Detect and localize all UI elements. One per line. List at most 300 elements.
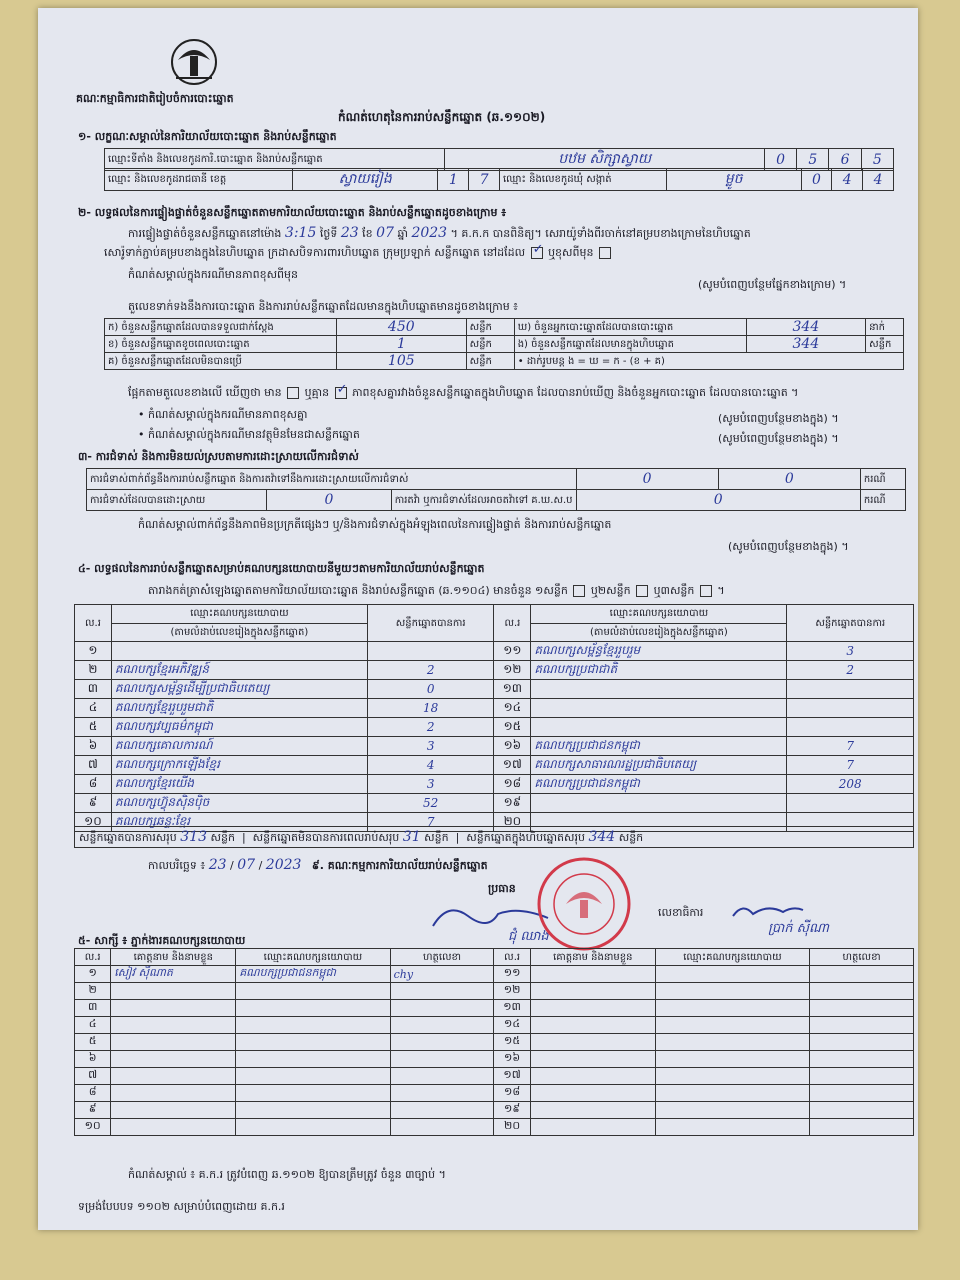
note2: • កំណត់សម្គាល់ក្នុងករណីមានភាពខុសគ្នា — [138, 408, 308, 421]
party-votes-cell — [367, 756, 494, 775]
witness-party-cell — [236, 1017, 390, 1034]
party-votes: 4 — [426, 758, 435, 772]
witness-no: ៦ — [88, 1051, 97, 1064]
witness-name-cell — [530, 1051, 655, 1068]
objection-table — [86, 468, 906, 511]
witness-name-cell — [111, 1119, 236, 1136]
witness-sign-cell — [810, 1034, 914, 1051]
day-label: ថ្ងៃទី — [319, 227, 338, 240]
witness-sign-cell — [810, 1085, 914, 1102]
party-name: គណបក្សវប្បធម៌កម្ពុជា — [114, 719, 213, 733]
party-name-cell — [531, 699, 787, 718]
witness-party-cell — [236, 1000, 390, 1017]
results-table — [74, 604, 914, 832]
witness-name-cell — [530, 1119, 655, 1136]
party-votes-cell — [367, 661, 494, 680]
party-name: គណបក្សខ្មែររួបរួមជាតិ — [114, 700, 214, 714]
party-no: ១១ — [503, 643, 522, 657]
party-votes-cell — [787, 718, 914, 737]
witness-sign-cell — [390, 1119, 494, 1136]
table-row — [75, 794, 914, 813]
fill-hint: (សូមបំពេញបន្ថែមផ្នែកខាងក្រោម) ។ — [698, 278, 847, 291]
party-no-cell — [75, 661, 112, 680]
witness-sign-cell — [390, 1017, 494, 1034]
witness-no-cell — [494, 1085, 530, 1102]
d-label: ឃ) ចំនួនអ្នកបោះឆ្នោតដែលបានបោះឆ្នោត — [514, 319, 746, 336]
witness-no: ៣ — [87, 1000, 98, 1013]
party-no: ៣ — [87, 681, 99, 695]
witness-party-cell — [655, 966, 809, 983]
party-name-cell — [111, 737, 367, 756]
witness-name-cell — [111, 1034, 236, 1051]
d-unit: នាក់ — [866, 319, 904, 336]
figures-intro: តួលេខទាក់ទងនឹងការបោះឆ្នោត និងការរាប់សន្លឹកឆ្នោតដែលមានក្នុងហិបឆ្នោតមានដូចខាងក្រោម ៖ — [128, 300, 519, 313]
section4-intro: តារាងកត់ត្រាសំឡេងឆ្នោតតាមការិយាល័យបោះឆ្នោត និងរាប់សន្លឹកឆ្នោត (ឆ.១១០៤) មានចំនួន ១សន្លឹក — [148, 584, 568, 597]
party-name: គណបក្សសាធារណរដ្ឋប្រជាធិបតេយ្យ — [534, 757, 697, 771]
witness-name-cell — [530, 1017, 655, 1034]
witness-sign: chy — [393, 967, 414, 981]
col-party-right: ឈ្មោះគណបក្សនយោបាយ — [531, 605, 787, 624]
month-value: 07 — [376, 225, 394, 241]
witness-sign-cell — [390, 966, 494, 983]
table-row — [75, 983, 914, 1000]
party-no-cell — [75, 775, 112, 794]
table-row — [75, 1017, 914, 1034]
section4-intro-line: តារាងកត់ត្រាសំឡេងឆ្នោតតាមការិយាល័យបោះឆ្នោត និងរាប់សន្លឹកឆ្នោត (ឆ.១១០៤) មានចំនួន ១សន្លឹក ឬ២សន្លឹក ឬ៣សន្លឹក ។ — [148, 584, 725, 597]
party-name-cell — [111, 718, 367, 737]
party-votes-cell — [787, 699, 914, 718]
footer-form-info: ទម្រង់បែបបទ ១១០២ សម្រាប់បំពេញដោយ គ.ក.រ — [78, 1200, 285, 1213]
date-month: 07 — [237, 857, 256, 873]
witness-no-cell — [75, 1000, 111, 1017]
org-name: គណៈកម្មាធិការជាតិរៀបចំការបោះឆ្នោត — [76, 92, 234, 105]
witness-no: ៥ — [88, 1034, 97, 1047]
witness-no-cell — [75, 1034, 111, 1051]
date-label: កាលបរិច្ឆេទ ៖ — [148, 859, 206, 872]
witness-name-cell — [111, 1051, 236, 1068]
commune-code-digit: 4 — [873, 171, 883, 188]
witness-no: ១១ — [503, 966, 521, 979]
party-votes-cell — [367, 699, 494, 718]
difference-text: ផ្អែកតាមតួលេខខាងលើ ឃើញថា មាន — [128, 386, 282, 399]
witness-name-cell — [530, 983, 655, 1000]
party-votes-cell — [787, 794, 914, 813]
three-sheet-label: ឬ៣សន្លឹក — [653, 584, 695, 597]
party-no: ១៧ — [502, 757, 522, 771]
table-row — [75, 680, 914, 699]
nec-emblem-icon — [168, 34, 220, 88]
witness-party-cell — [236, 966, 390, 983]
objection-label: ការជំទាស់ពាក់ព័ន្ធនឹងការរាប់សន្លឹកឆ្នោត និងការតវ៉ាទៅនឹងការដោះស្រាយលើការជំទាស់ — [87, 469, 577, 490]
changed-label: ឬខុសពីមុន — [548, 246, 594, 259]
witness-no-cell — [494, 983, 530, 1000]
witness-party-cell — [236, 1068, 390, 1085]
party-votes-cell — [367, 680, 494, 699]
witness-name-cell — [111, 1000, 236, 1017]
formula: • ដាក់រូបមន្ត ង = ឃ = ក - (ខ + គ) — [514, 353, 903, 370]
party-no: ៤ — [88, 700, 98, 714]
witness-party-cell — [655, 1068, 809, 1085]
witness-party-cell — [236, 1119, 390, 1136]
witness-name-cell — [530, 1102, 655, 1119]
witness-name-cell — [530, 1085, 655, 1102]
witness-name: សៀវ ស៊ីណាត — [114, 966, 173, 979]
party-no-cell — [75, 794, 112, 813]
party-name: គណបក្សប្រជាជាតិ — [534, 662, 618, 676]
party-votes: 2 — [426, 663, 435, 677]
fill-hint3: (សូមបំពេញបន្ថែមខាងក្នុង) ។ — [718, 432, 839, 445]
location-code-digit: 5 — [808, 151, 818, 168]
province-value: ស្វាយរៀង — [338, 171, 392, 187]
two-sheet-checkbox[interactable] — [636, 585, 648, 597]
party-no: ២០ — [503, 814, 522, 828]
e-value: 344 — [792, 336, 820, 352]
table-row — [75, 661, 914, 680]
three-sheet-checkbox[interactable] — [700, 585, 712, 597]
witness-no: ៩ — [88, 1102, 97, 1115]
has-difference-checkbox[interactable] — [287, 387, 299, 399]
total-invalid: 31 — [402, 829, 421, 845]
party-name-cell — [111, 794, 367, 813]
w-col-party-right: ឈ្មោះគណបក្សនយោបាយ — [655, 949, 809, 966]
table-row — [75, 1085, 914, 1102]
party-no-cell — [494, 680, 531, 699]
witness-sign-cell — [810, 1119, 914, 1136]
party-no-cell — [75, 699, 112, 718]
province-code-digit: 7 — [479, 171, 489, 188]
e-label: ង) ចំនួនសន្លឹកឆ្នោតដែលមានក្នុងហិបឆ្នោត — [514, 336, 746, 353]
witness-no-cell — [494, 1119, 530, 1136]
total-box: 344 — [588, 829, 616, 845]
party-name-cell — [531, 680, 787, 699]
no-difference-label: ឬគ្មាន — [304, 386, 330, 399]
witness-name-cell — [530, 1068, 655, 1085]
date-day: 23 — [208, 857, 227, 873]
objection-unit: ករណី — [860, 469, 905, 490]
party-votes-cell — [367, 737, 494, 756]
witness-no: ១២ — [503, 983, 521, 996]
witness-no-cell — [75, 1085, 111, 1102]
witness-sign-cell — [810, 1068, 914, 1085]
party-name-cell — [531, 737, 787, 756]
witness-no-cell — [494, 1051, 530, 1068]
witness-no: ១៧ — [503, 1068, 521, 1081]
official-stamp-icon — [536, 856, 632, 952]
difference-end: ភាពខុសគ្នារវាងចំនួនសន្លឹកឆ្នោតក្នុងហិបឆ្នោត ដែលបានរាប់ឃើញ និងចំនួនអ្នកបោះឆ្នោត ដែលបានបោះឆ្នោត ។ — [352, 386, 799, 399]
party-name: គណបក្សប្រជាជនកម្ពុជា — [534, 738, 640, 752]
party-no-cell — [494, 661, 531, 680]
a-label: ក) ចំនួនសន្លឹកឆ្នោតដែលបានទទួលជាក់ស្តែង — [105, 319, 337, 336]
party-name: គណបក្សក្រោកឡើងខ្មែរ — [114, 757, 220, 771]
party-no-cell — [75, 680, 112, 699]
witness-name-cell — [111, 1017, 236, 1034]
table-row — [75, 718, 914, 737]
witness-sign-cell — [390, 1068, 494, 1085]
witness-party: គណបក្សប្រជាជនកម្ពុជា — [239, 966, 336, 979]
secretary-signature-icon — [728, 898, 808, 922]
d-value: 344 — [792, 319, 820, 335]
party-votes-cell — [367, 794, 494, 813]
commune-label: ឈ្មោះ និងលេខកូដឃុំ សង្កាត់ — [499, 169, 666, 191]
two-sheet-label: ឬ២សន្លឹក — [590, 584, 631, 597]
resolved-label: ការជំទាស់ដែលបានដោះស្រាយ — [87, 490, 267, 511]
total-invalid-unit: សន្លឹក — [424, 831, 449, 844]
witness-name-cell — [530, 966, 655, 983]
section4-title: ៤- លទ្ធផលនៃការរាប់សន្លឹកឆ្នោតសម្រាប់គណបក្សនយោបាយនីមួយៗតាមការិយាល័យរាប់សន្លឹកឆ្នោត — [78, 562, 485, 575]
party-no-cell — [494, 718, 531, 737]
party-name-cell — [531, 642, 787, 661]
witness-no-cell — [494, 1034, 530, 1051]
location-code-digit: 0 — [776, 151, 785, 168]
table-row — [75, 1000, 914, 1017]
witness-no-cell — [75, 1119, 111, 1136]
party-no: ១២ — [503, 662, 522, 676]
party-no-cell — [494, 642, 531, 661]
witness-no: ១៦ — [504, 1051, 521, 1064]
witness-party-cell — [655, 1051, 809, 1068]
witness-no-cell — [75, 1102, 111, 1119]
witness-no-cell — [75, 966, 111, 983]
party-votes: 52 — [423, 796, 439, 810]
witness-name-cell — [530, 1000, 655, 1017]
party-name: គណបក្សប្រជាជនកម្ពុជា — [534, 776, 640, 790]
party-name-cell — [111, 699, 367, 718]
table-row — [75, 756, 914, 775]
b-label: ខ) ចំនួនសន្លឹកឆ្នោតខូចពេលបោះឆ្នោត — [105, 336, 337, 353]
party-no-cell — [75, 756, 112, 775]
table-row — [75, 642, 914, 661]
witness-no: ១ — [88, 966, 97, 979]
witness-party-cell — [236, 983, 390, 1000]
witness-party-cell — [236, 1085, 390, 1102]
table-row — [75, 1068, 914, 1085]
party-votes: 0 — [426, 682, 435, 696]
province-label: ឈ្មោះ និងលេខកូដរាជធានី ខេត្ត — [105, 169, 293, 191]
section3-fill-hint: (សូមបំពេញបន្ថែមខាងក្នុង) ។ — [728, 540, 849, 553]
no-difference-checkbox[interactable]: ✓ — [336, 382, 348, 397]
party-no: ១ — [88, 643, 98, 657]
fill-hint2: (សូមបំពេញបន្ថែមខាងក្នុង) ។ — [718, 412, 839, 425]
total-valid: 313 — [180, 829, 207, 845]
witness-no-cell — [494, 1017, 530, 1034]
difference-line — [128, 382, 799, 400]
party-no: ១៩ — [503, 795, 522, 809]
witness-party-cell — [655, 1085, 809, 1102]
party-no-cell — [494, 794, 531, 813]
table-row — [75, 737, 914, 756]
witness-no: ៧ — [88, 1068, 98, 1081]
w-col-party: ឈ្មោះគណបក្សនយោបាយ — [236, 949, 390, 966]
witness-no-cell — [75, 1051, 111, 1068]
party-votes-cell — [787, 737, 914, 756]
party-no-cell — [494, 756, 531, 775]
time-value: 3:15 — [284, 225, 317, 241]
note1: កំណត់សម្គាល់ក្នុងករណីមានភាពខុសពីមុន — [128, 268, 298, 281]
party-name: គណបក្សហ៊្វុនស៊ិនប៉ិច — [114, 795, 210, 809]
party-no: ២ — [88, 662, 98, 676]
party-votes-cell — [787, 756, 914, 775]
year-value: 2023 — [411, 225, 448, 241]
table-row — [75, 966, 914, 983]
commune-value: ម្លូច — [724, 171, 743, 187]
party-no-cell — [494, 699, 531, 718]
party-no: ១៨ — [503, 776, 522, 790]
party-no: ១៣ — [502, 681, 523, 695]
party-name-cell — [111, 661, 367, 680]
witness-no: ១០ — [84, 1119, 101, 1132]
time-label: ការផ្ទៀងផ្ទាត់ចំនួនសន្លឹកឆ្នោតនៅម៉ោង — [128, 227, 282, 240]
a-unit: សន្លឹក — [466, 319, 514, 336]
a-value: 450 — [387, 319, 415, 335]
party-name: គណបក្សខ្មែរអភិវឌ្ឍន៍ — [114, 662, 210, 676]
table-row — [75, 775, 914, 794]
witness-party-cell — [655, 1034, 809, 1051]
ballot-count-form — [38, 8, 918, 1230]
total-valid-label: សន្លឹកឆ្នោតបានការសរុប — [79, 831, 177, 844]
table-row — [75, 1051, 914, 1068]
w-col-sign-right: ហត្ថលេខា — [810, 949, 914, 966]
witness-no: ២ — [88, 983, 97, 996]
c-unit: សន្លឹក — [466, 353, 514, 370]
province-code-digit: 1 — [448, 171, 458, 188]
w-col-name: គោត្តនាម និងនាមខ្លួន — [111, 949, 236, 966]
party-name-cell — [531, 661, 787, 680]
section2-title: ២- លទ្ធផលនៃការផ្ទៀងផ្ទាត់ចំនួនសន្លឹកឆ្នោតតាមការិយាល័យបោះឆ្នោត និងរាប់សន្លឹកឆ្នោតដូចខាងក្រោម ៖ — [78, 206, 507, 219]
witness-name-cell — [530, 1034, 655, 1051]
party-name-cell — [531, 775, 787, 794]
table-row — [75, 1102, 914, 1119]
witness-no-cell — [494, 1000, 530, 1017]
col-party: ឈ្មោះគណបក្សនយោបាយ — [111, 605, 367, 624]
party-name-cell — [111, 756, 367, 775]
witness-party-cell — [655, 1119, 809, 1136]
party-votes: 2 — [846, 663, 855, 677]
objection-v1: 0 — [642, 471, 652, 487]
witness-no: ៨ — [88, 1085, 97, 1098]
party-no-cell — [75, 642, 112, 661]
party-no: ៧ — [88, 757, 98, 771]
b-value: 1 — [396, 336, 406, 352]
party-no-cell — [75, 718, 112, 737]
seal-line — [104, 242, 613, 260]
total-invalid-label: សន្លឹកឆ្នោតមិនបានការពេលរាប់សរុប — [252, 831, 400, 844]
footer-note: កំណត់សម្គាល់ ៖ គ.ក.រ ត្រូវបំពេញ ឆ.១១០២ ឱ្យបានត្រឹមត្រូវ ចំនួន ៣ច្បាប់ ។ — [128, 1168, 446, 1181]
witness-party-cell — [655, 1000, 809, 1017]
party-no: ១០ — [84, 814, 102, 828]
date-line: កាលបរិច្ឆេទ ៖ 23 / 07 / 2023 ៩. គណៈកម្មការការិយាល័យរាប់សន្លឹកឆ្នោត — [148, 857, 488, 873]
total-valid-unit: សន្លឹក — [210, 831, 235, 844]
table-row — [75, 1119, 914, 1136]
c-label: គ) ចំនួនសន្លឹកឆ្នោតដែលមិនបានប្រើ — [105, 353, 337, 370]
col-party-sub-right: (តាមលំដាប់លេខរៀងក្នុងសន្លឹកឆ្នោត) — [531, 623, 787, 642]
witness-no: ១៥ — [504, 1034, 521, 1047]
witness-no: ២០ — [504, 1119, 521, 1132]
witness-no: ១៣ — [503, 1000, 521, 1013]
chair-name: ជុំ ឈាង — [508, 929, 549, 944]
witness-no-cell — [494, 1102, 530, 1119]
party-name: គណបក្សសម្ព័ន្ធដើម្បីប្រជាធិបតេយ្យ — [114, 681, 270, 695]
witness-sign-cell — [390, 1000, 494, 1017]
objection-v2: 0 — [784, 471, 794, 487]
party-no-cell — [494, 737, 531, 756]
table-row — [75, 699, 914, 718]
secretary-name: ប្រាក់ ស៊ីណា — [768, 921, 830, 936]
location-value: បឋម សិក្សាស្វាយ — [558, 151, 652, 167]
appeal-label: ការតវ៉ា ឬការជំទាស់ដែលអាចតវ៉ាទៅ គ.ឃ.ស.ប — [391, 490, 576, 511]
party-no: ៦ — [88, 738, 98, 752]
appeal-unit: ករណី — [860, 490, 905, 511]
witness-no-cell — [75, 983, 111, 1000]
verification-time-line — [128, 226, 751, 241]
col-party-sub: (តាមលំដាប់លេខរៀងក្នុងសន្លឹកឆ្នោត) — [111, 623, 367, 642]
unchanged-checkbox[interactable]: ✓ — [532, 242, 544, 257]
witness-no: ១៤ — [504, 1017, 521, 1030]
location-label: ឈ្មោះទីតាំង និងលេខកូដការិ.បោះឆ្នោត និងរាប់សន្លឹកឆ្នោត — [105, 149, 445, 171]
location-code-digit: 6 — [840, 151, 850, 168]
party-no-cell — [75, 737, 112, 756]
witness-sign-cell — [810, 1017, 914, 1034]
party-votes-cell — [787, 680, 914, 699]
witness-sign-cell — [810, 1102, 914, 1119]
party-votes: 7 — [846, 758, 855, 772]
party-no: ១៦ — [503, 738, 522, 752]
party-votes: 2 — [426, 720, 435, 734]
party-name-cell — [531, 794, 787, 813]
location-code-digit: 5 — [872, 151, 882, 168]
chair-label: ប្រធាន — [488, 882, 516, 895]
col-votes-right: សន្លឹកឆ្នោតបានការ — [787, 605, 914, 642]
party-name: គណបក្សខ្មែរយើង — [114, 776, 195, 790]
party-no: ៩ — [88, 795, 98, 809]
form-title: កំណត់ហេតុនៃការរាប់សន្លឹកឆ្នោត (ឆ.១១០២) — [338, 110, 546, 124]
section3-title: ៣- ការជំទាស់ និងការមិនយល់ស្របតាមការដោះស្រាយលើការជំទាស់ — [78, 450, 359, 463]
witness-no: ១៩ — [504, 1102, 521, 1115]
witness-party-cell — [236, 1102, 390, 1119]
total-box-label: សន្លឹកឆ្នោតក្នុងហិបឆ្នោតសរុប — [466, 831, 585, 844]
party-votes: 7 — [426, 815, 435, 829]
w-col-sign: ហត្ថលេខា — [390, 949, 494, 966]
party-name-cell — [111, 680, 367, 699]
w-col-name-right: គោត្តនាម និងនាមខ្លួន — [530, 949, 655, 966]
party-votes-cell — [787, 642, 914, 661]
witness-sign-cell — [390, 983, 494, 1000]
witness-no: ១៨ — [504, 1085, 521, 1098]
witness-name-cell — [111, 966, 236, 983]
one-sheet-checkbox[interactable] — [573, 585, 585, 597]
party-votes-cell — [787, 661, 914, 680]
committee-label: ៩. គណៈកម្មការការិយាល័យរាប់សន្លឹកឆ្នោត — [311, 859, 488, 872]
day-value: 23 — [340, 225, 359, 241]
party-name: គណបក្សគោលការណ៍ — [114, 738, 213, 752]
totals-row: សន្លឹកឆ្នោតបានការសរុប 313 សន្លឹក | សន្លឹកឆ្នោតមិនបានការពេលរាប់សរុប 31 សន្លឹក | សន្លឹកឆ្នោតក្នុងហិបឆ្នោតសរុប 344 សន្លឹក — [74, 826, 914, 848]
w-col-no-right: ល.រ — [494, 949, 530, 966]
note3: • កំណត់សម្គាល់ក្នុងករណីមានវត្ថុមិនមែនជាសន្លឹកឆ្នោត — [138, 428, 360, 441]
line1-end: ។ គ.ក.ក បានពិនិត្យ។ សេរាយ៉ូទាំងពីរចាក់នៅគម្របខាងក្រោមនៃហិបឆ្នោត — [450, 227, 751, 240]
witness-party-cell — [655, 1017, 809, 1034]
changed-checkbox[interactable] — [599, 247, 611, 259]
party-votes-cell — [367, 775, 494, 794]
party-name: គណបក្សឆន្ទៈខ្មែរ — [114, 814, 191, 828]
witness-name-cell — [111, 1102, 236, 1119]
witness-no-cell — [494, 1068, 530, 1085]
b-unit: សន្លឹក — [466, 336, 514, 353]
party-votes-cell — [367, 718, 494, 737]
witness-name-cell — [111, 1085, 236, 1102]
party-no: ៨ — [88, 776, 98, 790]
party-no-cell — [494, 775, 531, 794]
section3-note: កំណត់សម្គាល់ពាក់ព័ន្ធនឹងភាពមិនប្រក្រតីផ្សេងៗ ឬ/និងការជំទាស់ក្នុងអំឡុងពេលនៃការផ្ទៀងផ្ទាត់ និងការរាប់សន្លឹកឆ្នោត — [138, 518, 612, 531]
witness-party-cell — [236, 1034, 390, 1051]
